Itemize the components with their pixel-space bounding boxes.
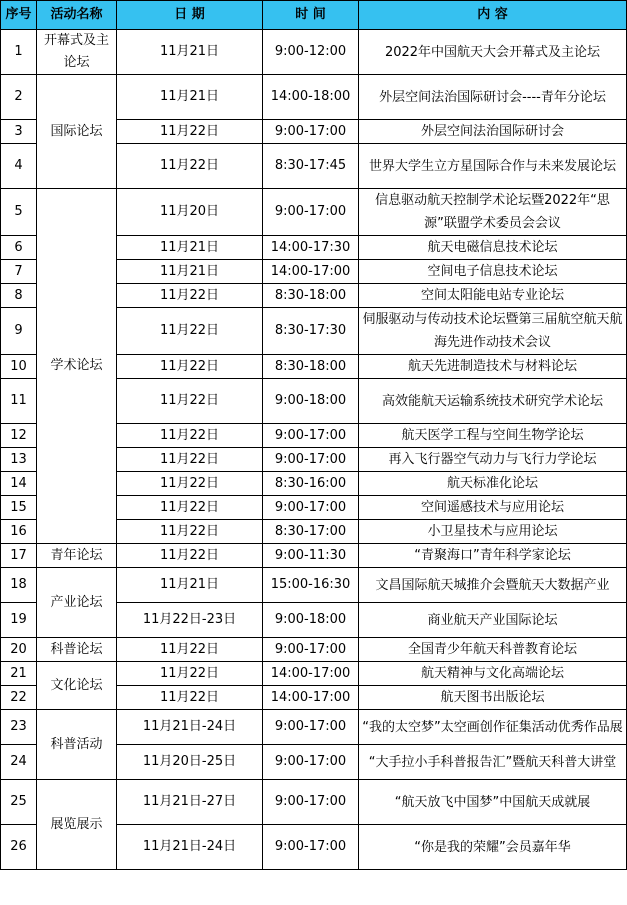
row-index: 13	[1, 448, 37, 472]
content-cell: 空间太阳能电站专业论坛	[359, 284, 627, 308]
activity-name: 科普活动	[37, 710, 117, 780]
date-cell: 11月21日	[117, 75, 263, 120]
content-cell: 空间遥感技术与应用论坛	[359, 496, 627, 520]
content-cell: 信息驱动航天控制学术论坛暨2022年“思源”联盟学术委员会会议	[359, 189, 627, 236]
content-cell: “大手拉小手科普报告汇”暨航天科普大讲堂	[359, 745, 627, 780]
date-cell: 11月22日	[117, 686, 263, 710]
time-cell: 8:30-18:00	[263, 355, 359, 379]
time-cell: 9:00-18:00	[263, 379, 359, 424]
activity-name: 产业论坛	[37, 568, 117, 638]
row-index: 12	[1, 424, 37, 448]
content-cell: 外层空间法治国际研讨会----青年分论坛	[359, 75, 627, 120]
time-cell: 9:00-11:30	[263, 544, 359, 568]
time-cell: 8:30-17:30	[263, 308, 359, 355]
content-cell: 航天标准化论坛	[359, 472, 627, 496]
time-cell: 15:00-16:30	[263, 568, 359, 603]
content-cell: 2022年中国航天大会开幕式及主论坛	[359, 30, 627, 75]
row-index: 2	[1, 75, 37, 120]
content-cell: 全国青少年航天科普教育论坛	[359, 638, 627, 662]
table-row	[1, 710, 627, 745]
activity-name: 开幕式及主论坛	[37, 30, 117, 75]
row-index: 25	[1, 780, 37, 825]
time-cell: 14:00-17:00	[263, 662, 359, 686]
header-time: 时 间	[263, 1, 359, 30]
row-index: 21	[1, 662, 37, 686]
date-cell: 11月21日	[117, 236, 263, 260]
date-cell: 11月22日	[117, 496, 263, 520]
content-cell: 航天医学工程与空间生物学论坛	[359, 424, 627, 448]
time-cell: 9:00-12:00	[263, 30, 359, 75]
row-index: 18	[1, 568, 37, 603]
table-row	[1, 544, 627, 568]
row-index: 19	[1, 603, 37, 638]
date-cell: 11月20日	[117, 189, 263, 236]
content-cell: 文昌国际航天城推介会暨航天大数据产业	[359, 568, 627, 603]
row-index: 17	[1, 544, 37, 568]
activity-name: 展览展示	[37, 780, 117, 870]
row-index: 4	[1, 144, 37, 189]
time-cell: 9:00-17:00	[263, 710, 359, 745]
date-cell: 11月22日	[117, 424, 263, 448]
content-cell: 航天先进制造技术与材料论坛	[359, 355, 627, 379]
date-cell: 11月22日	[117, 144, 263, 189]
row-index: 3	[1, 120, 37, 144]
header-content: 内 容	[359, 1, 627, 30]
header-row	[1, 1, 627, 30]
date-cell: 11月20日-25日	[117, 745, 263, 780]
row-index: 24	[1, 745, 37, 780]
date-cell: 11月22日	[117, 448, 263, 472]
row-index: 6	[1, 236, 37, 260]
time-cell: 9:00-18:00	[263, 603, 359, 638]
header-index: 序号	[1, 1, 37, 30]
content-cell: 航天图书出版论坛	[359, 686, 627, 710]
table-row	[1, 780, 627, 825]
time-cell: 8:30-17:00	[263, 520, 359, 544]
row-index: 5	[1, 189, 37, 236]
row-index: 10	[1, 355, 37, 379]
time-cell: 14:00-17:00	[263, 686, 359, 710]
row-index: 22	[1, 686, 37, 710]
row-index: 20	[1, 638, 37, 662]
row-index: 7	[1, 260, 37, 284]
activity-name: 国际论坛	[37, 75, 117, 189]
time-cell: 8:30-16:00	[263, 472, 359, 496]
time-cell: 9:00-17:00	[263, 825, 359, 870]
row-index: 8	[1, 284, 37, 308]
time-cell: 9:00-17:00	[263, 745, 359, 780]
table-row	[1, 568, 627, 603]
date-cell: 11月21日-27日	[117, 780, 263, 825]
date-cell: 11月21日-24日	[117, 710, 263, 745]
content-cell: 外层空间法治国际研讨会	[359, 120, 627, 144]
time-cell: 8:30-17:45	[263, 144, 359, 189]
time-cell: 14:00-17:00	[263, 260, 359, 284]
time-cell: 9:00-17:00	[263, 780, 359, 825]
content-cell: 航天精神与文化高端论坛	[359, 662, 627, 686]
time-cell: 14:00-17:30	[263, 236, 359, 260]
date-cell: 11月22日	[117, 638, 263, 662]
content-cell: 航天电磁信息技术论坛	[359, 236, 627, 260]
date-cell: 11月21日	[117, 260, 263, 284]
time-cell: 9:00-17:00	[263, 424, 359, 448]
date-cell: 11月21日	[117, 30, 263, 75]
date-cell: 11月22日	[117, 662, 263, 686]
row-index: 14	[1, 472, 37, 496]
time-cell: 9:00-17:00	[263, 448, 359, 472]
date-cell: 11月22日	[117, 544, 263, 568]
activity-name: 科普论坛	[37, 638, 117, 662]
date-cell: 11月22日	[117, 284, 263, 308]
date-cell: 11月21日-24日	[117, 825, 263, 870]
date-cell: 11月22日	[117, 379, 263, 424]
table-row	[1, 189, 627, 236]
activity-name: 青年论坛	[37, 544, 117, 568]
table-row	[1, 662, 627, 686]
content-cell: 空间电子信息技术论坛	[359, 260, 627, 284]
row-index: 1	[1, 30, 37, 75]
activity-name: 学术论坛	[37, 189, 117, 544]
content-cell: 再入飞行器空气动力与飞行力学论坛	[359, 448, 627, 472]
time-cell: 9:00-17:00	[263, 189, 359, 236]
table-row	[1, 638, 627, 662]
content-cell: 商业航天产业国际论坛	[359, 603, 627, 638]
header-activity: 活动名称	[37, 1, 117, 30]
row-index: 26	[1, 825, 37, 870]
date-cell: 11月22日	[117, 520, 263, 544]
table-row	[1, 30, 627, 75]
content-cell: 高效能航天运输系统技术研究学术论坛	[359, 379, 627, 424]
date-cell: 11月21日	[117, 568, 263, 603]
row-index: 11	[1, 379, 37, 424]
row-index: 16	[1, 520, 37, 544]
content-cell: “我的太空梦”太空画创作征集活动优秀作品展	[359, 710, 627, 745]
table-row	[1, 75, 627, 120]
time-cell: 9:00-17:00	[263, 496, 359, 520]
content-cell: “青聚海口”青年科学家论坛	[359, 544, 627, 568]
date-cell: 11月22日-23日	[117, 603, 263, 638]
content-cell: 伺服驱动与传动技术论坛暨第三届航空航天航海先进作动技术会议	[359, 308, 627, 355]
date-cell: 11月22日	[117, 120, 263, 144]
row-index: 9	[1, 308, 37, 355]
time-cell: 14:00-18:00	[263, 75, 359, 120]
content-cell: “你是我的荣耀”会员嘉年华	[359, 825, 627, 870]
row-index: 15	[1, 496, 37, 520]
header-date: 日 期	[117, 1, 263, 30]
content-cell: 小卫星技术与应用论坛	[359, 520, 627, 544]
row-index: 23	[1, 710, 37, 745]
time-cell: 8:30-18:00	[263, 284, 359, 308]
content-cell: “航天放飞中国梦”中国航天成就展	[359, 780, 627, 825]
time-cell: 9:00-17:00	[263, 120, 359, 144]
activity-name: 文化论坛	[37, 662, 117, 710]
date-cell: 11月22日	[117, 308, 263, 355]
date-cell: 11月22日	[117, 355, 263, 379]
date-cell: 11月22日	[117, 472, 263, 496]
content-cell: 世界大学生立方星国际合作与未来发展论坛	[359, 144, 627, 189]
time-cell: 9:00-17:00	[263, 638, 359, 662]
